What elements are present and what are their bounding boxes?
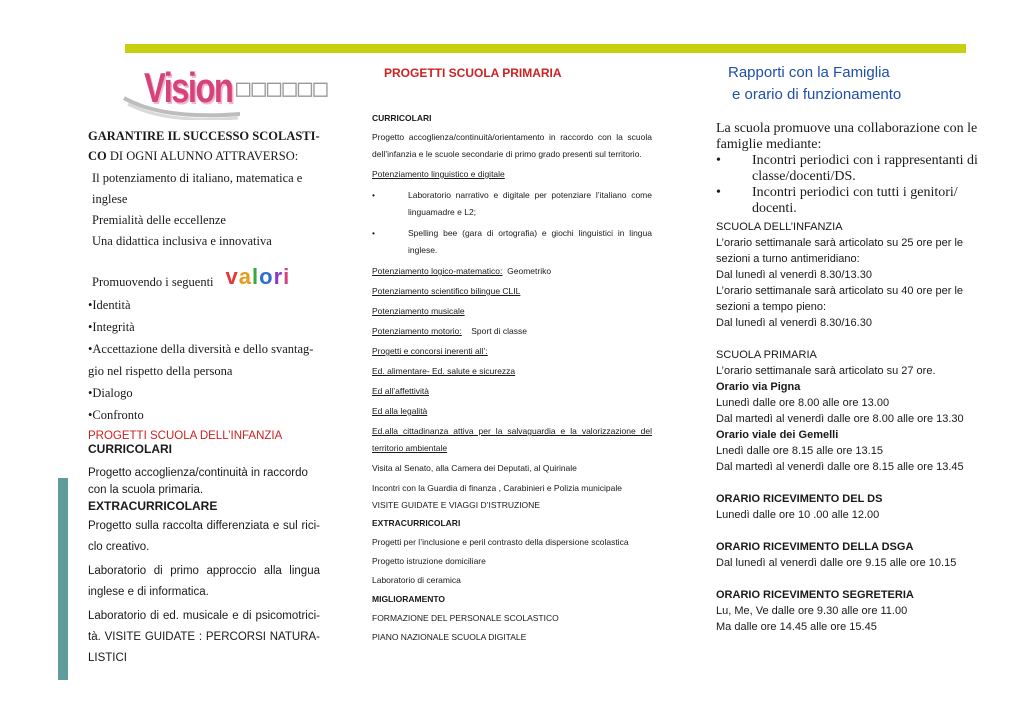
potenziamento-motorio-label: Potenziamento motorio:: [372, 326, 462, 336]
potenziamento-motorio-value: Sport di classe: [471, 326, 527, 336]
progetti-concorsi: Progetti e concorsi inerenti all’:: [372, 346, 488, 356]
value-item: gio nel rispetto della persona: [88, 364, 233, 378]
family-bullet-text: Incontri periodici con tutti i genitori/ docenti.: [752, 185, 958, 216]
values-intro: [88, 264, 320, 290]
dsga-line: Dal lunedì al venerdì dalle ore 9.15 alle ore 10.15: [716, 557, 957, 569]
right-column: [716, 64, 982, 635]
side-accent-bar: [58, 478, 68, 680]
bullet-text: Spelling bee (gara di ortografia) e giochi linguistici in lingua inglese.: [408, 228, 652, 255]
extracurricolare-heading: EXTRACURRICOLARE: [88, 499, 218, 513]
bullet-item: [372, 187, 652, 221]
value-item: •Confronto: [88, 408, 144, 422]
goal-heading: [88, 126, 320, 166]
family-title: Rapporti con la Famiglia: [728, 64, 890, 81]
potenziamento-musicale: Potenziamento musicale: [372, 306, 465, 316]
incontri-guardia: Incontri con la Guardia di finanza , Carabinieri e Polizia municipale: [372, 483, 622, 493]
vision-logo: [88, 60, 329, 122]
miglioramento-heading: MIGLIORAMENTO: [372, 594, 446, 604]
extra-paragraph: Progetto sulla raccolta differenziata e sul rici-clo creativo.: [88, 520, 320, 553]
left-column: [88, 60, 329, 669]
primaria-projects-title: PROGETTI SCUOLA PRIMARIA: [384, 66, 562, 80]
family-bullet-text: Incontri periodici con i rappresentanti di classe/docenti/DS.: [752, 153, 978, 184]
value-item: •Accettazione della diversità e dello svantag-: [88, 342, 314, 356]
infanzia-line: L’orario settimanale sarà articolato su 40 ore per le sezioni a tempo pieno:: [716, 285, 964, 313]
goal-lines: [88, 168, 320, 252]
extra-item: Progetto istruzione domiciliare: [372, 556, 486, 566]
goal-item: Una didattica inclusiva e innovativa: [92, 234, 272, 248]
segreteria-heading: ORARIO RICEVIMENTO SEGRETERIA: [716, 589, 914, 601]
goal-item: inglese: [92, 192, 128, 206]
value-item: •Identità: [88, 298, 131, 312]
values-list: [88, 294, 320, 426]
goal-line-1: GARANTIRE IL SUCCESSO SCOLASTI-: [88, 129, 320, 143]
family-intro: La scuola promuove una collaborazione con le famiglie mediante:: [716, 121, 978, 152]
extra-item: Progetti per l’inclusione e peril contrasto della dispersione scolastica: [372, 537, 629, 547]
curricolari-heading: CURRICOLARI: [88, 442, 172, 456]
segreteria-line: Ma dalle ore 14.45 alle ore 15.45: [716, 621, 877, 633]
pigna-line: Dal martedì al venerdì dalle ore 8.00 alle ore 13.30: [716, 413, 964, 425]
ed-cittadinanza: Ed.alla cittadinanza attiva per la salvaguardia e la valorizzazione del territorio ambientale: [372, 426, 652, 453]
valori-word: valori: [225, 264, 291, 289]
top-accent-bar: [125, 44, 966, 53]
potenziamento-logico-label: Potenziamento logico-matematico:: [372, 266, 503, 276]
miglioramento-item: PIANO NAZIONALE SCUOLA DIGITALE: [372, 632, 527, 642]
potenziamento-motorio: [372, 323, 652, 340]
family-bullet: [716, 185, 982, 217]
accoglienza-text: Progetto accoglienza/continuità/orientamento in raccordo con la scuola dell’infanzia e le scuole secondarie di primo grado presenti sul territorio.: [372, 132, 652, 159]
goal-normal: DI OGNI ALUNNO ATTRAVERSO:: [109, 149, 299, 163]
gemelli-line: Dal martedì al venerdì dalle ore 8.15 alle ore 13.45: [716, 461, 964, 473]
ds-line: Lunedì dalle ore 10 .00 alle 12.00: [716, 509, 880, 521]
curricolari-heading: CURRICOLARI: [372, 113, 432, 123]
goal-bold-2: CO: [88, 149, 107, 163]
pigna-line: Lunedì dalle ore 8.00 alle ore 13.00: [716, 397, 890, 409]
bullet-dot: •: [716, 185, 721, 200]
visita-senato: Visita al Senato, alla Camera dei Deputati, al Quirinale: [372, 463, 577, 473]
bullet-dot: •: [372, 190, 375, 200]
dsga-heading: ORARIO RICEVIMENTO DELLA DSGA: [716, 541, 914, 553]
miglioramento-item: FORMAZIONE DEL PERSONALE SCOLASTICO: [372, 613, 559, 623]
ed-alimentare: Ed. alimentare- Ed. salute e sicurezza: [372, 366, 516, 376]
infanzia-line: Dal lunedì al venerdì 8.30/13.30: [716, 269, 872, 281]
potenziamento-logico-value: Geometriko: [507, 266, 552, 276]
pigna-heading: Orario via Pigna: [716, 381, 801, 393]
goal-item: Premialità delle eccellenze: [92, 213, 226, 227]
middle-column: [372, 66, 652, 646]
extra-paragraph: Laboratorio di primo approccio alla lingua inglese e di informatica.: [88, 565, 320, 598]
infanzia-heading: SCUOLA DELL’INFANZIA: [716, 221, 843, 233]
infanzia-projects-title: PROGETTI SCUOLA DELL’INFANZIA: [88, 430, 283, 442]
bullet-text: Laboratorio narrativo e digitale per potenziare l’italiano come linguamadre e L2;: [408, 190, 652, 217]
vision-logo-boxes: □□□□□□: [236, 74, 329, 102]
family-bullet: [716, 153, 982, 185]
promuovendo-text: Promuovendo i seguenti: [92, 275, 214, 289]
gemelli-heading: Orario viale dei Gemelli: [716, 429, 839, 441]
visite-guidate: VISITE GUIDATE E VIAGGI D’ISTRUZIONE: [372, 500, 540, 510]
potenziamento-linguistico: Potenziamento linguistico e digitale: [372, 169, 505, 179]
goal-item: Il potenziamento di italiano, matematica e: [92, 171, 303, 185]
extra-item: Laboratorio di ceramica: [372, 575, 461, 585]
primaria-heading: SCUOLA PRIMARIA: [716, 349, 817, 361]
infanzia-line: Dal lunedì al venerdì 8.30/16.30: [716, 317, 872, 329]
infanzia-line: L’orario settimanale sarà articolato su 25 ore per le sezioni a turno antimeridiano:: [716, 237, 964, 265]
primaria-line: L’orario settimanale sarà articolato su 27 ore.: [716, 365, 936, 377]
bullet-dot: •: [716, 153, 721, 168]
potenziamento-scientifico: Potenziamento scientifico bilingue CLIL: [372, 286, 521, 296]
schedule-title: e orario di funzionamento: [732, 86, 902, 103]
goal-line-2: [88, 146, 320, 166]
segreteria-line: Lu, Me, Ve dalle ore 9.30 alle ore 11.00: [716, 605, 908, 617]
ed-legalita: Ed alla legalità: [372, 406, 428, 416]
value-item: •Integrità: [88, 320, 135, 334]
curricolari-text: Progetto accoglienza/continuità in raccordo con la scuola primaria.: [88, 467, 308, 496]
family-bullets: [716, 153, 982, 217]
gemelli-line: Lnedì dalle ore 8.15 alle ore 13.15: [716, 445, 883, 457]
extra-paragraph: Laboratorio di ed. musicale e di psicomotrici-tà. VISITE GUIDATE : PERCORSI NATURA-LISTICI: [88, 610, 320, 664]
vision-logo-text: Vision: [144, 64, 233, 111]
ds-heading: ORARIO RICEVIMENTO DEL DS: [716, 493, 883, 505]
potenziamento-logico: [372, 263, 652, 280]
bullet-item: [372, 225, 652, 259]
bullet-dot: •: [372, 228, 375, 238]
value-item: •Dialogo: [88, 386, 133, 400]
ed-affettivita: Ed all’affettività: [372, 386, 430, 396]
extracurricolari-heading: EXTRACURRICOLARI: [372, 518, 461, 528]
